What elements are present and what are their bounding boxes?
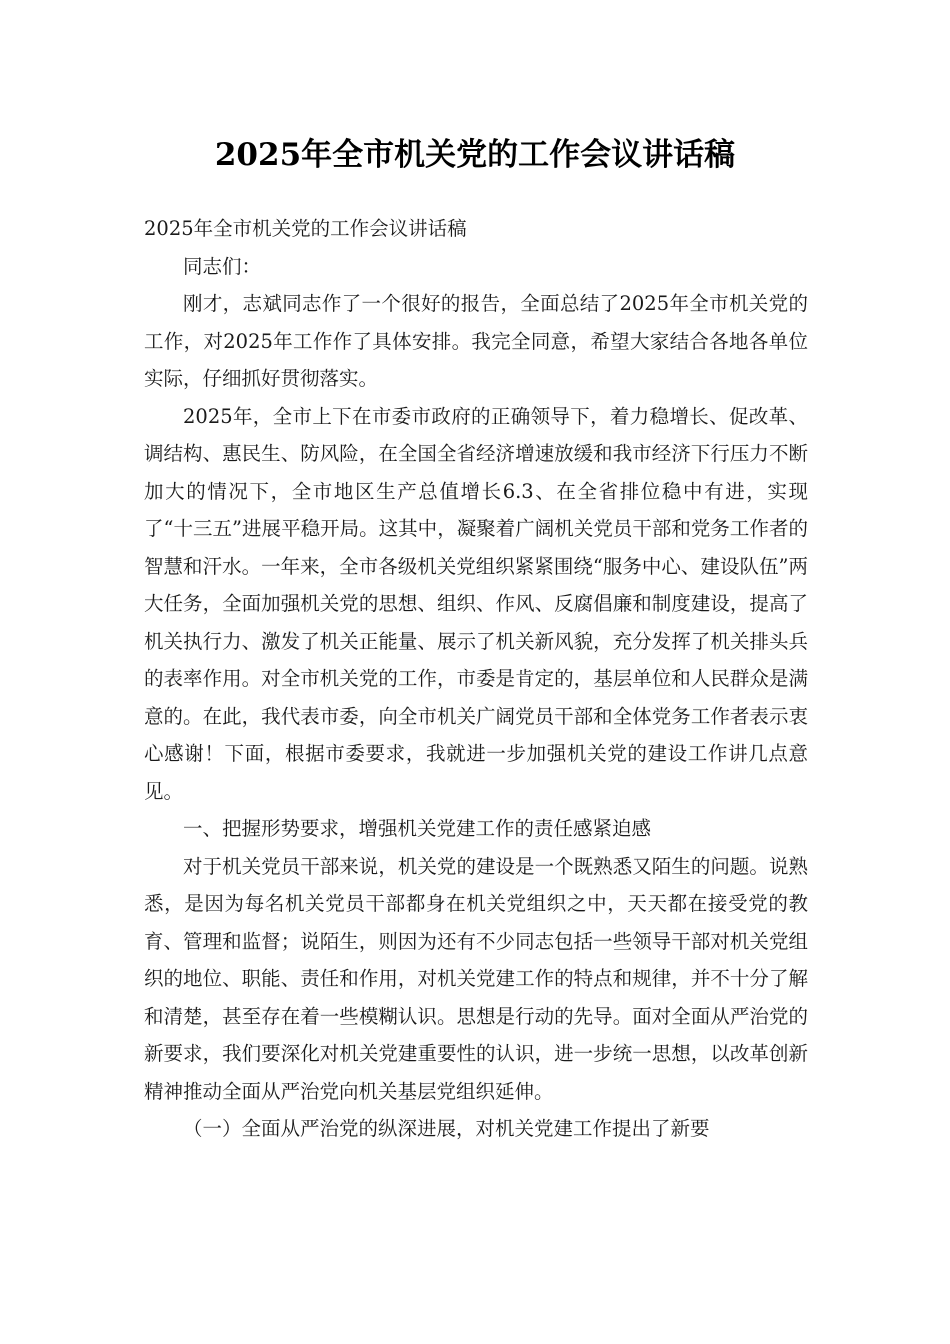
body-paragraph: 刚才，志斌同志作了一个很好的报告，全面总结了2025年全市机关党的工作，对2025年工作作了具体安排。我完全同意，希望大家结合各地各单位实际，仔细抓好贯彻落实。 [144,292,808,390]
subsection-heading: （一）全面从严治党的纵深进展，对机关党建工作提出了新要 [183,1117,710,1140]
body-paragraph: 对于机关党员干部来说，机关党的建设是一个既熟悉又陌生的问题。说熟悉，是因为每名机关党员干部都身在机关党组织之中，天天都在接受党的教育、管理和监督；说陌生，则因为还有不少同志包括一些领导干部对机关党组织的地位、职能、责任和作用，对机关党建工作的特点和规律，并不十分了解和清楚，甚至存在着一些模糊认识。思想是行动的先导。面对全面从严治党的新要求，我们要深化对机关党建重要性的认识，进一步统一思想，以改革创新精神推动全面从严治党向机关基层党组织延伸。 [144,854,808,1103]
document-body [144,210,808,1148]
document-title: 2025年全市机关党的工作会议讲话稿 [214,137,736,173]
body-paragraph: 2025年，全市上下在市委市政府的正确领导下，着力稳增长、促改革、调结构、惠民生、防风险，在全国全省经济增速放缓和我市经济下行压力不断加大的情况下，全市地区生产总值增长6.3、在全省排位稳中有进，实现了“十三五”进展平稳开局。这其中，凝聚着广阔机关党员干部和党务工作者的智慧和汗水。一年来，全市各级机关党组织紧紧围绕“服务中心、建设队伍”两大任务，全面加强机关党的思想、组织、作风、反腐倡廉和制度建设，提高了机关执行力、激发了机关正能量、展示了机关新风貌，充分发挥了机关排头兵的表率作用。对全市机关党的工作，市委是肯定的，基层单位和人民群众是满意的。在此，我代表市委，向全市机关广阔党员干部和全体党务工作者表示衷心感谢！下面，根据市委要求，我就进一步加强机关党的建设工作讲几点意见。 [144,404,808,803]
salutation-paragraph: 同志们： [183,254,262,278]
section-heading: 一、把握形势要求，增强机关党建工作的责任感紧迫感 [183,817,652,840]
subtitle-paragraph: 2025年全市机关党的工作会议讲话稿 [144,217,467,240]
